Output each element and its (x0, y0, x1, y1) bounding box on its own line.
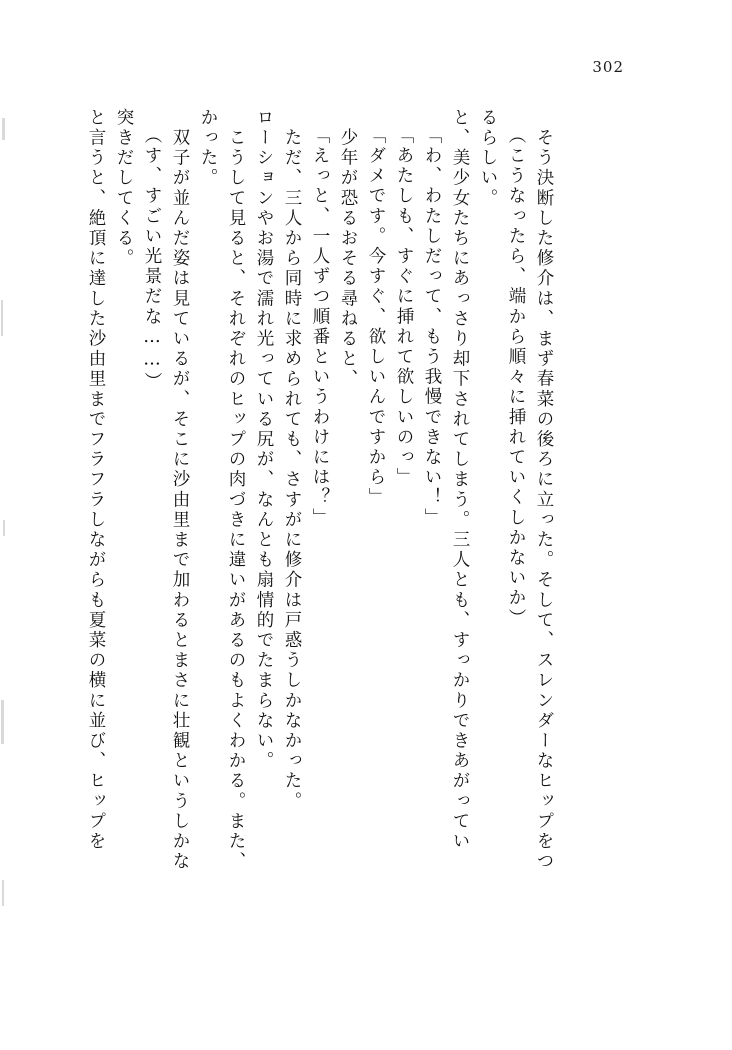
text-line: 双子が並んだ姿は見ているが、そこに沙由里まで加わるとまさに壮観というしかな (170, 108, 190, 872)
text-line: と、美少女たちにあっさり却下されてしまう。三人とも、すっかりできあがってい (450, 108, 470, 852)
text-line: 「ダメです。今すぐ、欲しいんですから」 (366, 126, 386, 508)
text-line: るらしい。 (478, 108, 498, 209)
text-line: （こうなったら、端から順々に挿れていくしかないか） (506, 126, 526, 629)
text-line: 「あたしも、すぐに挿れて欲しいのっ」 (394, 126, 414, 488)
text-line: こうして見ると、それぞれのヒップの肉づきに違いがあるのもよくわかる。また、 (226, 108, 246, 872)
scan-edge-artifacts (0, 0, 14, 1050)
text-line: そう決断した修介は、まず春菜の後ろに立った。そして、スレンダーなヒップをつ (534, 108, 554, 872)
text-line: 少年が恐るおそる尋ねると、 (338, 108, 358, 390)
text-line: ただ、三人から同時に求められても、さすがに修介は戸惑うしかなかった。 (282, 108, 302, 812)
text-line: 「わ、わたしだって、もう我慢できない！」 (422, 126, 442, 528)
text-line: かった。 (198, 108, 218, 189)
text-line: ローションやお湯で濡れ光っている尻が、なんとも扇情的でたまらない。 (254, 108, 274, 772)
text-line: と言うと、絶頂に達した沙由里までフラフラしながらも夏菜の横に並び、ヒップを (86, 108, 106, 852)
text-line: （す、すごい光景だな……） (142, 126, 162, 393)
text-line: 突きだしてくる。 (114, 108, 134, 269)
page-number: 302 (592, 58, 624, 76)
text-line: 「えっと、一人ずつ順番というわけには？」 (310, 126, 330, 528)
vertical-text-body (76, 108, 636, 958)
